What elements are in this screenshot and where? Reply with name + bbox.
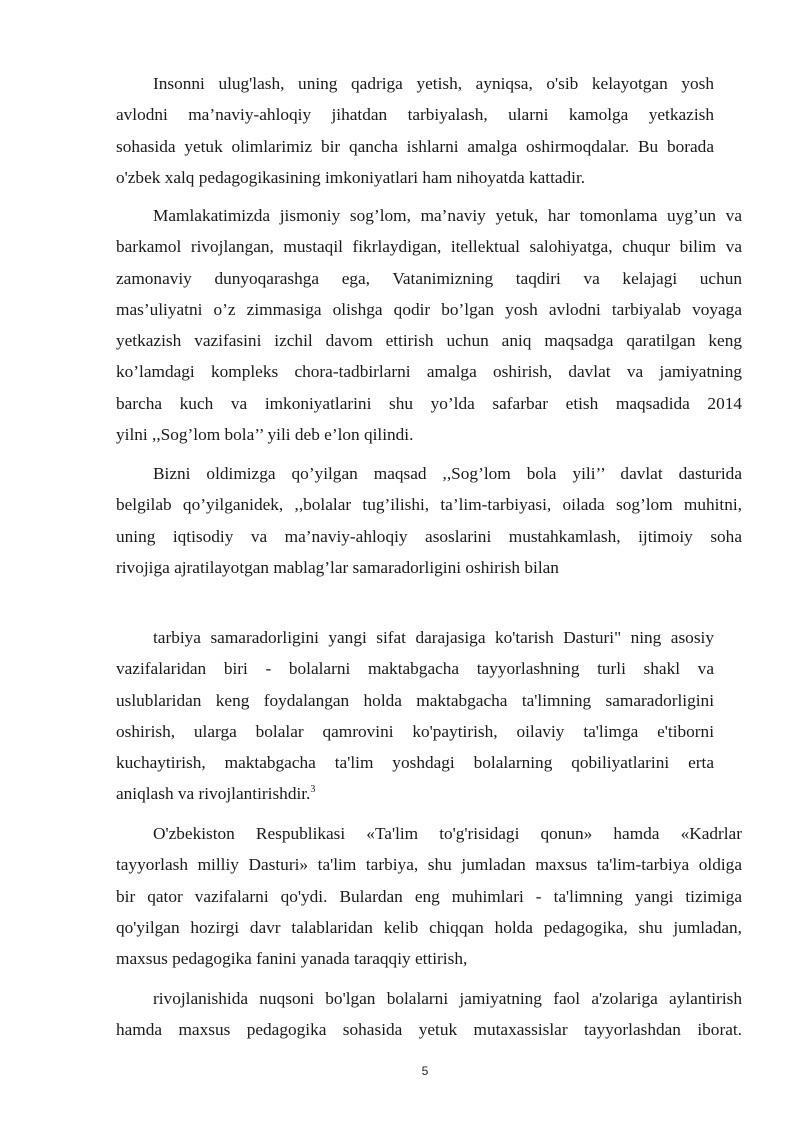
paragraph-2 [116, 200, 742, 450]
text-line: rivojlanishida nuqsoni bo'lgan bolalarni jamiyatning faol a'zolariga aylantirish [153, 989, 742, 1008]
paragraph-1 [116, 68, 714, 193]
paragraph-4 [116, 622, 714, 810]
page-number: 5 [421, 1064, 429, 1078]
text-line: maxsus pedagogika fanini yanada taraqqiy ettirish, [116, 949, 468, 969]
text-line: oshirish, ularga bolalar qamrovini ko'paytirish, oilaviy ta'limga e'tiborni [116, 721, 714, 741]
text-line: uning iqtisodiy va ma’naviy-ahloqiy asoslarini mustahkamlash, ijtimoiy soha [116, 526, 742, 546]
text-line: uslublaridan keng foydalangan holda maktabgacha ta'limning samaradorligini [116, 690, 714, 710]
text-line: mas’uliyatni o’z zimmasiga olishga qodir bo’lgan yosh avlodni tarbiyalab voyaga [116, 299, 742, 319]
text-line: zamonaviy dunyoqarashga ega, Vatanimizning taqdiri va kelajagi uchun [116, 268, 742, 288]
text-line: aniqlash va rivojlantirishdir. [116, 784, 311, 804]
text-line-with-footnote [116, 778, 714, 809]
text-line: sohasida yetuk olimlarimiz bir qancha ishlarni amalga oshirmoqdalar. Bu borada [116, 136, 714, 156]
text-line: Mamlakatimizda jismoniy sog’lom, ma’naviy yetuk, har tomonlama uyg’un va [153, 206, 742, 225]
paragraph-3 [116, 458, 742, 583]
text-line: belgilab qo’yilganidek, ,,bolalar tug’ilishi, ta’lim-tarbiyasi, oilada sog’lom muhitni, [116, 495, 742, 515]
footnote-reference[interactable]: 3 [310, 784, 316, 796]
text-line: barkamol rivojlangan, mustaqil fikrlaydigan, itellektual salohiyatga, chuqur bilim va [116, 237, 742, 257]
text-line: tarbiya samaradorligini yangi sifat darajasiga ko'tarish Dasturi" ning asosiy [153, 628, 714, 647]
text-line: ko’lamdagi kompleks chora-tadbirlarni amalga oshirish, davlat va jamiyatning [116, 362, 742, 382]
text-line: hamda maxsus pedagogika sohasida yetuk mutaxassislar tayyorlashdan iborat. [116, 1020, 742, 1040]
text-line: yetkazish vazifasini izchil davom ettirish uchun aniq maqsadga qaratilgan keng [116, 331, 742, 351]
text-line: o'zbek xalq pedagogikasining imkoniyatlari ham nihoyatda kattadir. [116, 167, 586, 187]
text-line: O'zbekiston Respublikasi «Ta'lim to'g'risidagi qonun» hamda «Kadrlar [153, 824, 742, 843]
text-line: tayyorlash milliy Dasturi» ta'lim tarbiya, shu jumladan maxsus ta'lim-tarbiya oldiga [116, 855, 742, 875]
text-line: yilni ,,Sog’lom bola’’ yili deb e’lon qilindi. [116, 425, 414, 445]
paragraph-5 [116, 818, 742, 974]
text-line: avlodni ma’naviy-ahloqiy jihatdan tarbiyalash, ularni kamolga yetkazish [116, 105, 714, 125]
text-line: qo'yilgan hozirgi davr talablaridan kelib chiqqan holda pedagogika, shu jumladan, [116, 917, 742, 937]
text-line: Insonni ulug'lash, uning qadriga yetish, ayniqsa, o'sib kelayotgan yosh [153, 74, 714, 93]
text-line: rivojiga ajratilayotgan mablag’lar samaradorligini oshirish bilan [116, 557, 559, 577]
text-line: bir qator vazifalarni qo'ydi. Bulardan eng muhimlari - ta'limning yangi tizimiga [116, 886, 742, 906]
text-line: vazifalaridan biri - bolalarni maktabgacha tayyorlashning turli shakl va [116, 659, 714, 679]
paragraph-6 [116, 983, 742, 1046]
text-line: Bizni oldimizga qo’yilgan maqsad ,,Sog’lom bola yili’’ davlat dasturida [153, 464, 742, 483]
text-line: kuchaytirish, maktabgacha ta'lim yoshdagi bolalarning qobiliyatlarini erta [116, 753, 714, 773]
text-line: barcha kuch va imkoniyatlarini shu yo’lda safarbar etish maqsadida 2014 [116, 393, 742, 413]
